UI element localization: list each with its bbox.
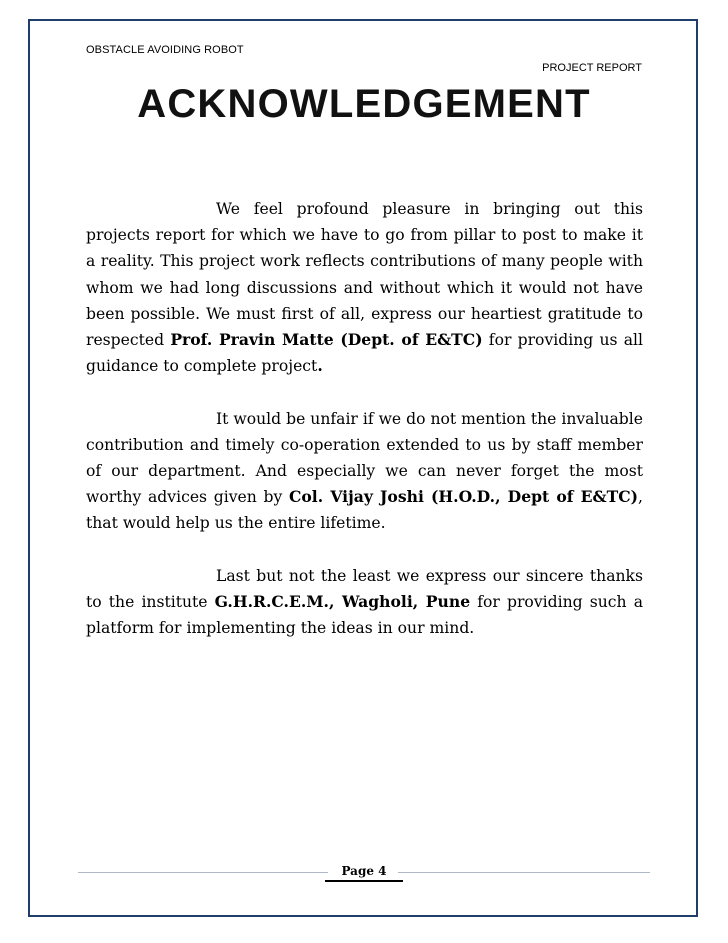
footer-page-number	[0, 864, 728, 882]
paragraph-3-institute-name: G.H.R.C.E.M., Wagholi, Pune	[214, 592, 471, 612]
paragraph-3-text-b: for providing such a platform for implementing the ideas in our mind.	[86, 593, 643, 638]
acknowledgement-body	[86, 196, 643, 668]
paragraph-1-text-a: We feel profound pleasure in bringing out this projects report for which we have to go from pillar to post to make it a reality. This project work reflects contributions of many people with whom we had long discussions and without which it would not have been possible. We must first of all, express our heartiest gratitude to respected	[86, 200, 643, 350]
paragraph-1-text-b: for providing us all guidance to complete project	[86, 331, 643, 376]
paragraph-2-hod-name: Col. Vijay Joshi (H.O.D., Dept of E&TC)	[288, 487, 639, 507]
header-report-label: PROJECT REPORT	[542, 62, 642, 74]
paragraph-2	[86, 406, 643, 537]
paragraph-2-text-a: It would be unfair if we do not mention the invaluable contribution and timely co-operation extended to us by staff member of our department. And especially we can never forget the most worthy advices given by	[86, 409, 643, 507]
paragraph-2-text-b: , that would help us the entire lifetime.	[86, 488, 643, 533]
header-document-title: OBSTACLE AVOIDING ROBOT	[86, 44, 244, 56]
paragraph-3	[86, 563, 643, 642]
paragraph-1	[86, 196, 643, 379]
paragraph-3-text-a: Last but not the least we express our sincere thanks to the institute	[86, 566, 643, 612]
paragraph-1-period: .	[317, 356, 323, 376]
page-number-label: Page 4	[325, 864, 402, 882]
page-title: ACKNOWLEDGEMENT	[137, 82, 591, 126]
paragraph-1-guide-name: Prof. Pravin Matte (Dept. of E&TC)	[170, 330, 483, 350]
